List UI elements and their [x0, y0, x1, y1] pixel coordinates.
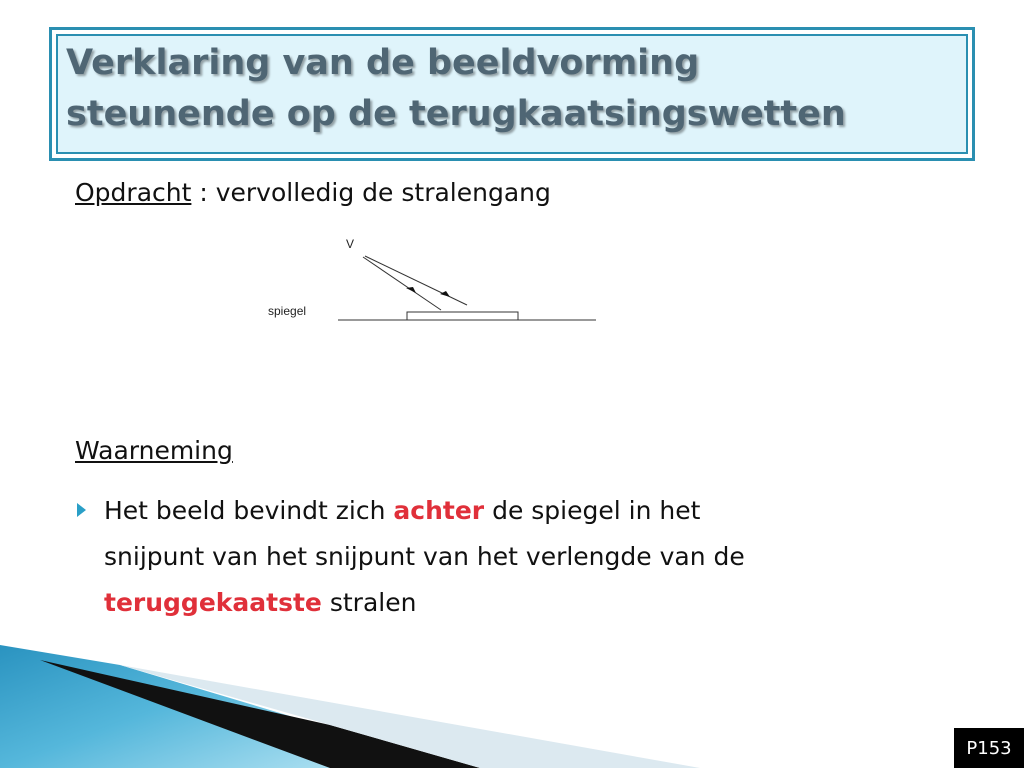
- bullet-icon: [77, 503, 86, 517]
- point-label: V: [346, 237, 355, 251]
- observation-heading: Waarneming: [75, 436, 233, 465]
- decorative-swoosh: [0, 640, 1024, 768]
- page-number: P153: [954, 728, 1024, 768]
- mirror-label: spiegel: [268, 304, 307, 318]
- bullet-text-2: de spiegel in het: [484, 496, 701, 525]
- bullet-line-3: [104, 580, 745, 626]
- ray-1-arrow: [406, 287, 416, 293]
- highlight-teruggekaatste: teruggekaatste: [104, 588, 322, 617]
- bullet-line-2: snijpunt van het snijpunt van het verlengde van de: [104, 542, 745, 571]
- title-box: [49, 27, 975, 161]
- title-line-2: steunende op de terugkaatsingswetten: [66, 94, 846, 134]
- bullet-text-3: stralen: [321, 588, 417, 617]
- observation-bullet: [104, 488, 745, 626]
- assignment-label: Opdracht: [75, 178, 192, 207]
- mirror-block: [407, 312, 518, 320]
- assignment-text: : vervolledig de stralengang: [191, 178, 551, 207]
- mirror-ray-diagram: [260, 230, 610, 330]
- ray-2: [365, 256, 467, 305]
- ray-1: [363, 257, 441, 310]
- title-line-1: Verklaring van de beeldvorming: [66, 43, 700, 83]
- ray-2-arrow: [440, 291, 450, 297]
- bullet-text-1: Het beeld bevindt zich: [104, 496, 394, 525]
- highlight-achter: achter: [393, 496, 485, 525]
- assignment-line: [75, 178, 551, 207]
- bullet-line-1: [104, 488, 745, 534]
